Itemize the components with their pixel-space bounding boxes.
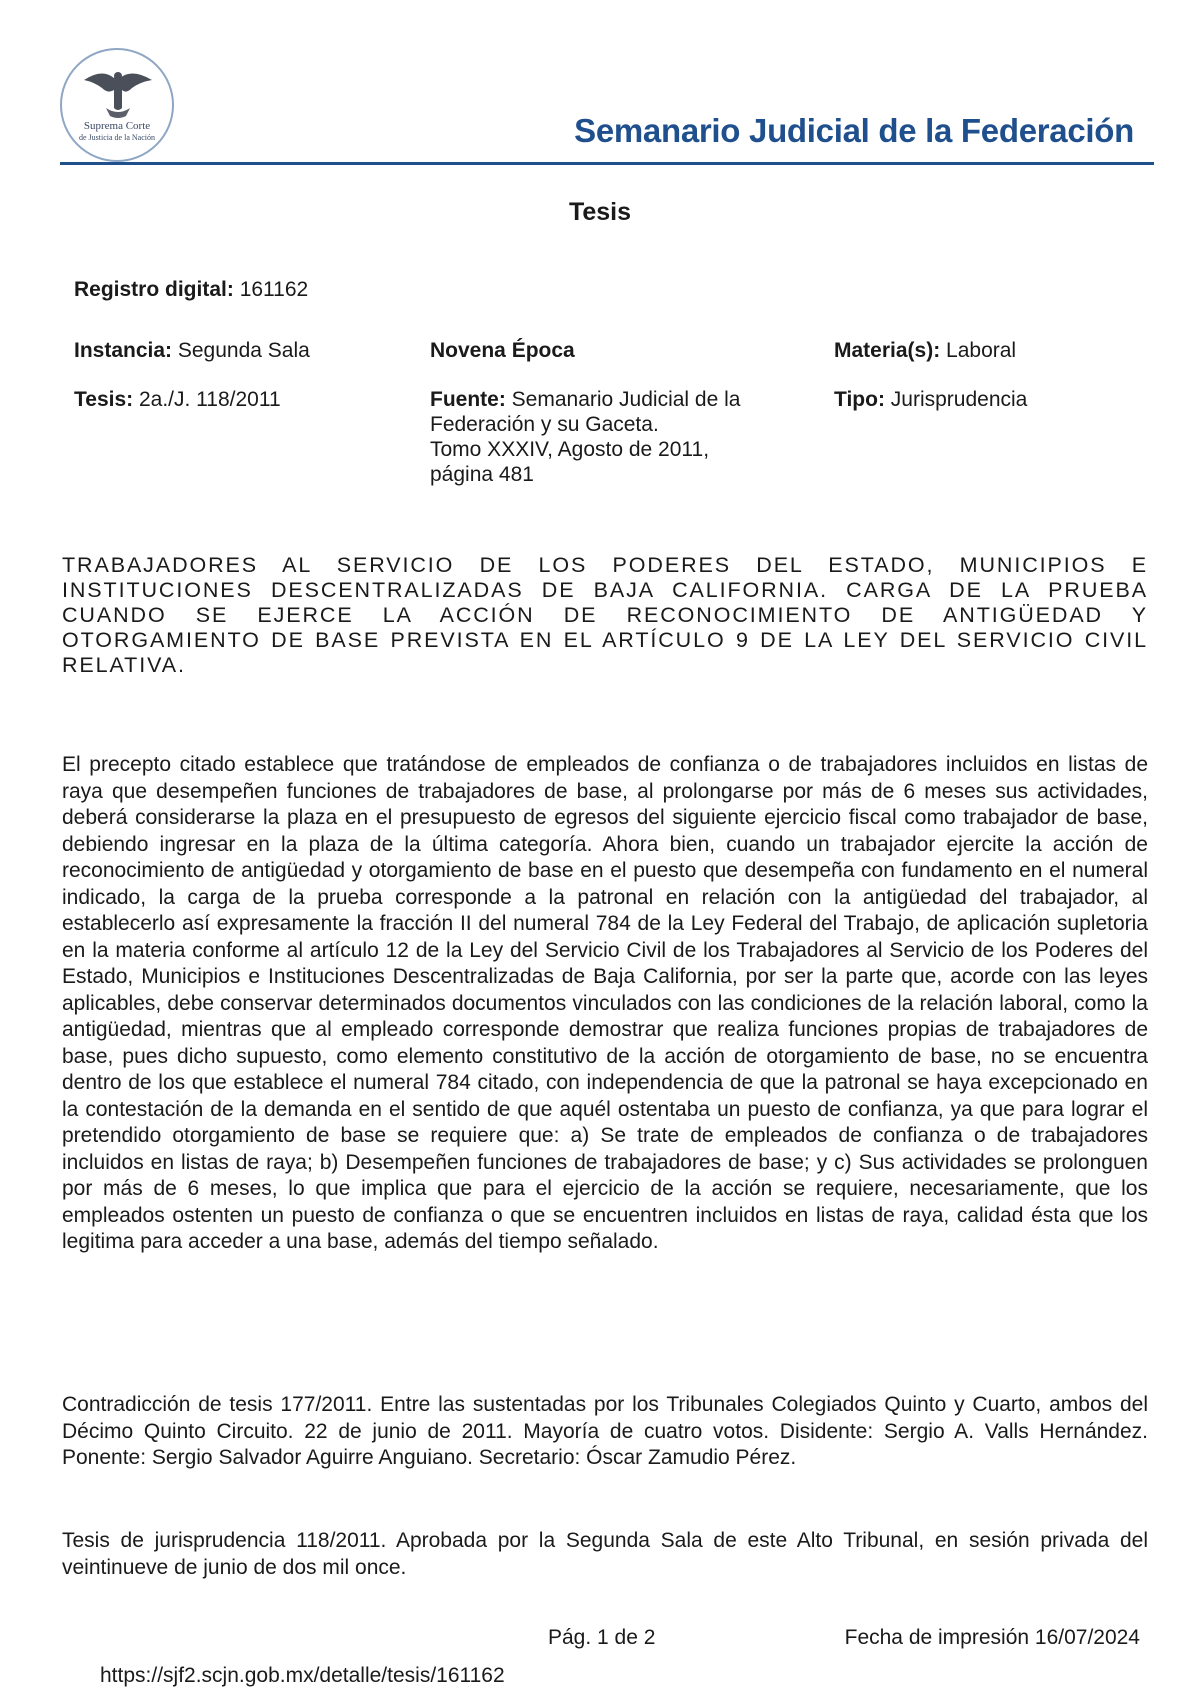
fuente-line2: Federación y su Gaceta. xyxy=(430,413,659,436)
tesis-texto: El precepto citado establece que tratándose de empleados de confianza o de trabajadores incluidos en listas de raya que desempeñen funciones de trabajadores de base, al prolongarse por más de 6 meses sus actividades, deberá considerarse la plaza en el presupuesto de egresos del siguiente ejercicio fiscal como trabajador de base, debiendo ingresar en la plaza de la última categoría. Ahora bien, cuando un trabajador ejercite la acción de reconocimiento de antigüedad y otorgamiento de base en el puesto que desempeña con fundamento en el numeral indicado, la carga de la prueba corresponde a la patronal en relación con la antigüedad del trabajador, al establecerlo así expresamente la fracción II del numeral 784 de la Ley Federal del Trabajo, de aplicación supletoria en la materia conforme al artículo 12 de la Ley del Servicio Civil de los Trabajadores al Servicio de los Poderes del Estado, Municipios e Instituciones Descentralizadas de Baja California, por ser la parte que, acorde con las leyes aplicables, debe conservar determinados documentos vinculados con las condiciones de la relación laboral, como la antigüedad, mientras que al empleado corresponde demostrar que realiza funciones propias de trabajadores de base, pues dicho supuesto, como elemento constitutivo de la acción de otorgamiento de base, no se encuentra dentro de los que establece el numeral 784 citado, con independencia de que la patronal se haya excepcionado en la contestación de la demanda en el sentido de que aquél ostentaba un puesto de confianza, ya que para lograr el pretendido otorgamiento de base se requiere que: a) Se trate de empleados de confianza o de trabajadores incluidos en listas de raya; b) Desempeñen funciones de trabajadores de base; y c) Sus actividades se prolonguen por más de 6 meses, lo que implica que para el ejercicio de la acción se requiere, necesariamente, que los empleados ostenten un puesto de confianza o que se encuentren incluidos en listas de raya, calidad ésta que los legitima para acceder a una base, además del tiempo señalado. xyxy=(62,753,1148,1253)
tipo-value: Jurisprudencia xyxy=(890,388,1028,411)
scjn-seal-logo xyxy=(60,48,174,162)
fuente-line1: Semanario Judicial de la xyxy=(511,388,741,411)
materia-label: Materia(s): xyxy=(834,339,941,362)
tesis-rubro: TRABAJADORES AL SERVICIO DE LOS PODERES DEL ESTADO, MUNICIPIOS E INSTITUCIONES DESCENTRALIZADAS DE BAJA CALIFORNIA. CARGA DE LA PRUEBA CUANDO SE EJERCE LA ACCIÓN DE RECONOCIMIENTO DE ANTIGÜEDAD Y OTORGAMIENTO DE BASE PREVISTA EN EL ARTÍCULO 9 DE LA LEY DEL SERVICIO CIVIL RELATIVA. xyxy=(62,553,1148,677)
tesis-label: Tesis: xyxy=(74,388,134,411)
tesis-value: 2a./J. 118/2011 xyxy=(138,388,281,411)
materia-field xyxy=(834,338,1016,363)
document-type-heading: Tesis xyxy=(568,198,632,226)
eagle-icon xyxy=(62,50,172,160)
tesis-field xyxy=(74,387,281,412)
seal-text-line1: Suprema Corte xyxy=(83,120,151,132)
fuente-line3: Tomo XXXIV, Agosto de 2011, xyxy=(430,438,710,461)
registro-value: 161162 xyxy=(239,278,309,301)
aprobacion-paragraph: Tesis de jurisprudencia 118/2011. Aprobada por la Segunda Sala de este Alto Tribunal, en sesión privada del veintinueve de junio de dos mil once. xyxy=(62,1529,1148,1579)
precedente-paragraph: Contradicción de tesis 177/2011. Entre las sustentadas por los Tribunales Colegiados Quinto y Cuarto, ambos del Décimo Quinto Circuito. 22 de junio de 2011. Mayoría de cuatro votos. Disidente: Sergio A. Valls Hernández. Ponente: Sergio Salvador Aguirre Anguiano. Secretario: Óscar Zamudio Pérez. xyxy=(62,1393,1148,1469)
seal-text-line2: de Justicia de la Nación xyxy=(79,133,155,142)
source-url[interactable]: https://sjf2.scjn.gob.mx/detalle/tesis/161162 xyxy=(100,1664,505,1687)
page-number: Pág. 1 de 2 xyxy=(548,1626,656,1649)
registro-field xyxy=(74,277,308,302)
epoca-label: Novena Época xyxy=(430,339,575,362)
tipo-field xyxy=(834,387,1027,412)
publication-title: Semanario Judicial de la Federación xyxy=(574,112,1134,149)
print-date: Fecha de impresión 16/07/2024 xyxy=(844,1626,1140,1649)
fuente-label: Fuente: xyxy=(430,388,506,411)
instancia-label: Instancia: xyxy=(74,339,173,362)
materia-value: Laboral xyxy=(946,339,1017,362)
epoca-field xyxy=(430,338,575,363)
header-divider xyxy=(60,162,1154,165)
tipo-label: Tipo: xyxy=(834,388,885,411)
instancia-field xyxy=(74,338,310,363)
registro-label: Registro digital: xyxy=(74,278,234,301)
fuente-line4: página 481 xyxy=(430,463,534,486)
fuente-field xyxy=(430,387,740,487)
instancia-value: Segunda Sala xyxy=(177,339,310,362)
